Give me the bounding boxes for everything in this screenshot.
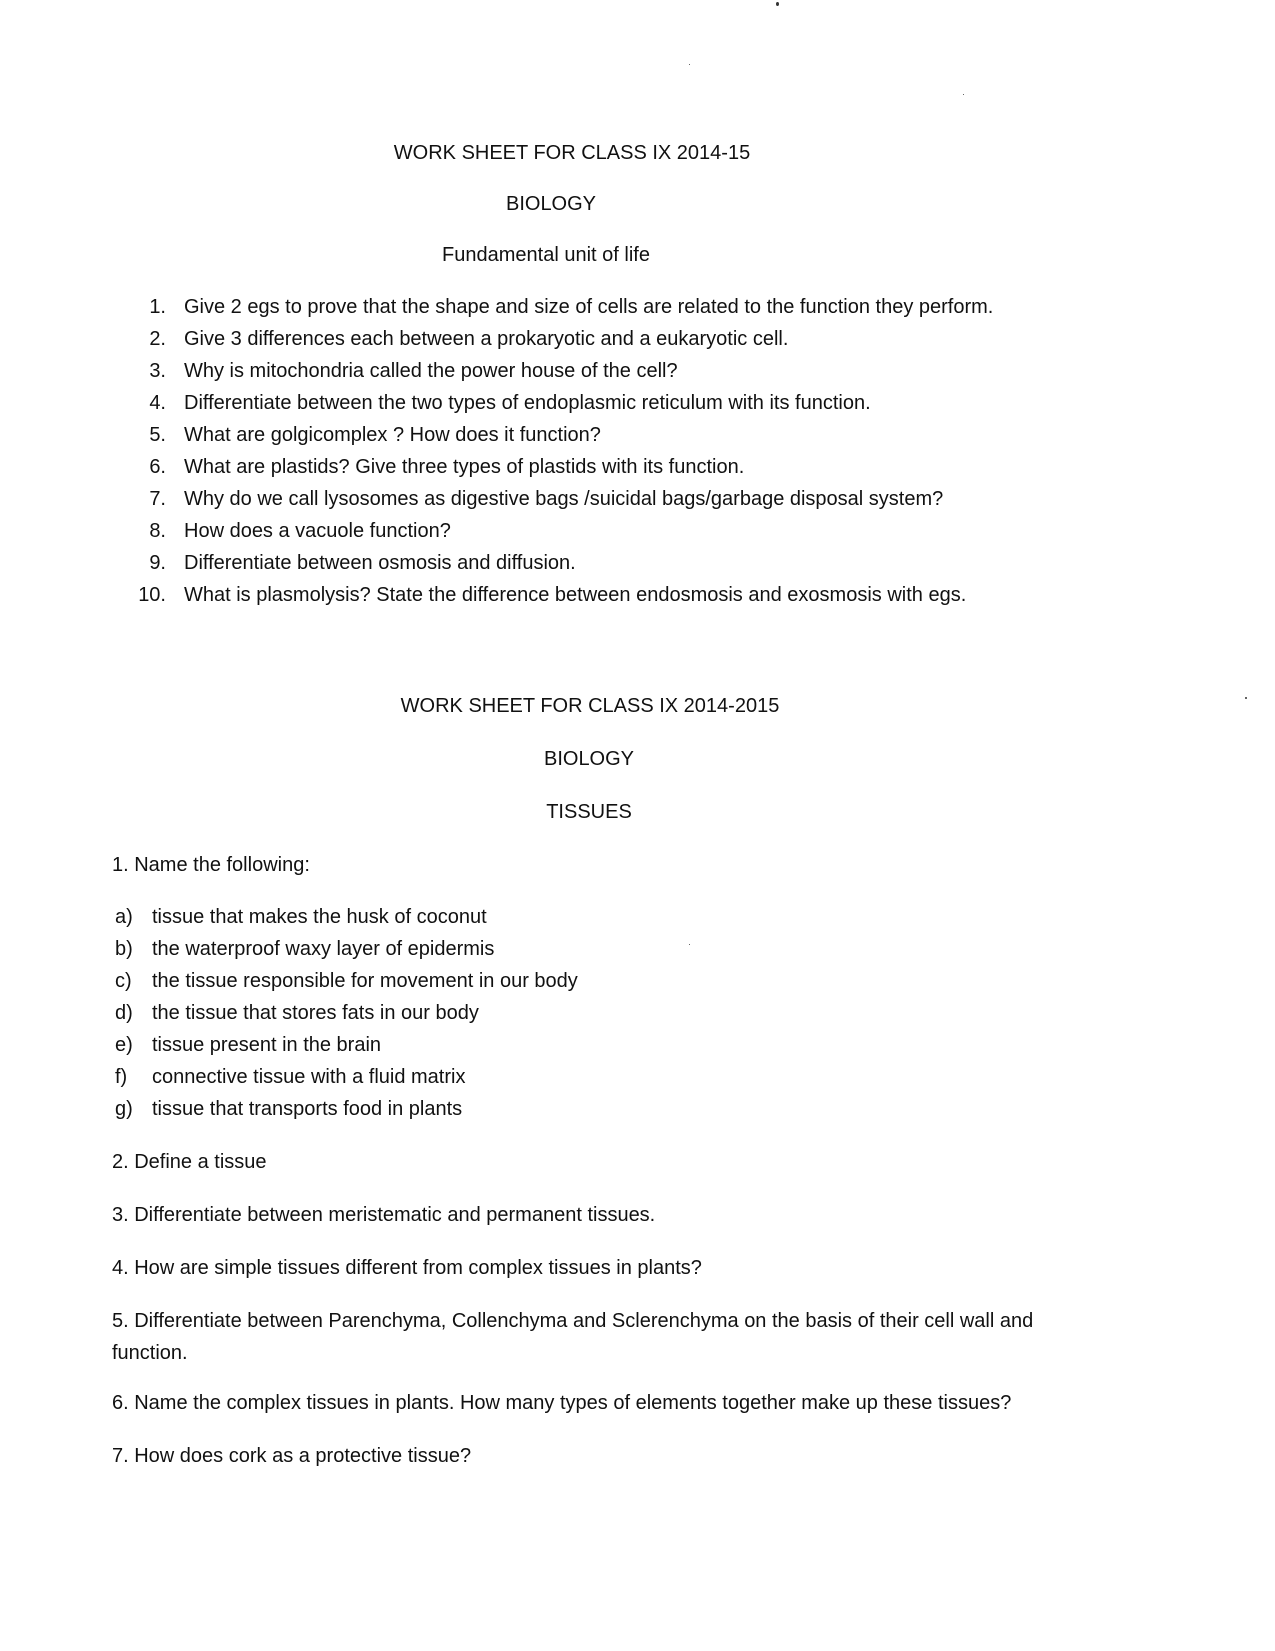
question-number: 4. [149,392,166,414]
sheet1-title: WORK SHEET FOR CLASS IX 2014-15 [393,142,751,164]
item-text: tissue that transports food in plants [152,1098,463,1120]
item-marker: d) [115,1002,133,1024]
question-text: Give 3 differences each between a prokaryotic and a eukaryotic cell. [184,328,789,350]
question-number: 5. [149,424,166,446]
item-text: connective tissue with a fluid matrix [152,1066,466,1088]
item-marker: f) [115,1066,128,1088]
question-text: How does a vacuole function? [184,520,451,542]
question-text: Give 2 egs to prove that the shape and size of cells are related to the function they perform. [184,296,994,318]
sheet2-q2: 2. Define a tissue [112,1151,267,1173]
item-marker: g) [115,1098,133,1120]
question-text: What are golgicomplex ? How does it function? [184,424,601,446]
sheet2-q1-heading: 1. Name the following: [112,854,310,876]
item-marker: b) [115,938,133,960]
sheet2-q6: 6. Name the complex tissues in plants. How many types of elements together make up these tissues? [112,1392,1012,1414]
item-marker: e) [115,1034,133,1056]
sheet1-topic: Fundamental unit of life [442,244,650,266]
question-text: What are plastids? Give three types of plastids with its function. [184,456,745,478]
scan-speck [689,944,690,945]
question-text: Differentiate between the two types of endoplasmic reticulum with its function. [184,392,871,414]
item-text: the tissue responsible for movement in our body [152,970,578,992]
question-text: Why do we call lysosomes as digestive bags /suicidal bags/garbage disposal system? [184,488,944,510]
sheet2-q7: 7. How does cork as a protective tissue? [112,1445,472,1467]
item-marker: a) [115,906,133,928]
item-text: the tissue that stores fats in our body [152,1002,479,1024]
scan-speck [689,64,690,65]
question-number: 6. [149,456,166,478]
sheet2-topic: TISSUES [546,801,632,823]
sheet2-title: WORK SHEET FOR CLASS IX 2014-2015 [400,695,780,717]
question-number: 1. [149,296,166,318]
item-marker: c) [115,970,132,992]
question-text: Why is mitochondria called the power house of the cell? [184,360,678,382]
sheet2-q3: 3. Differentiate between meristematic and permanent tissues. [112,1204,656,1226]
question-number: 2. [149,328,166,350]
scan-speck [963,94,964,95]
question-number: 9. [149,552,166,574]
sheet2-q4: 4. How are simple tissues different from complex tissues in plants? [112,1257,702,1279]
sheet2-q5: 5. Differentiate between Parenchyma, Collenchyma and Sclerenchyma on the basis of their cell wall and function. [112,1310,1034,1364]
question-number: 10. [138,584,166,606]
item-text: tissue that makes the husk of coconut [152,906,487,928]
question-text: What is plasmolysis? State the difference between endosmosis and exosmosis with egs. [184,584,967,606]
item-text: tissue present in the brain [152,1034,382,1056]
question-number: 8. [149,520,166,542]
item-text: the waterproof waxy layer of epidermis [152,938,495,960]
sheet1-subject: BIOLOGY [505,193,597,215]
sheet2-subject: BIOLOGY [543,748,635,770]
scan-speck [776,2,779,6]
question-number: 7. [149,488,166,510]
question-text: Differentiate between osmosis and diffusion. [184,552,576,574]
scan-speck [1245,697,1247,699]
question-number: 3. [149,360,166,382]
